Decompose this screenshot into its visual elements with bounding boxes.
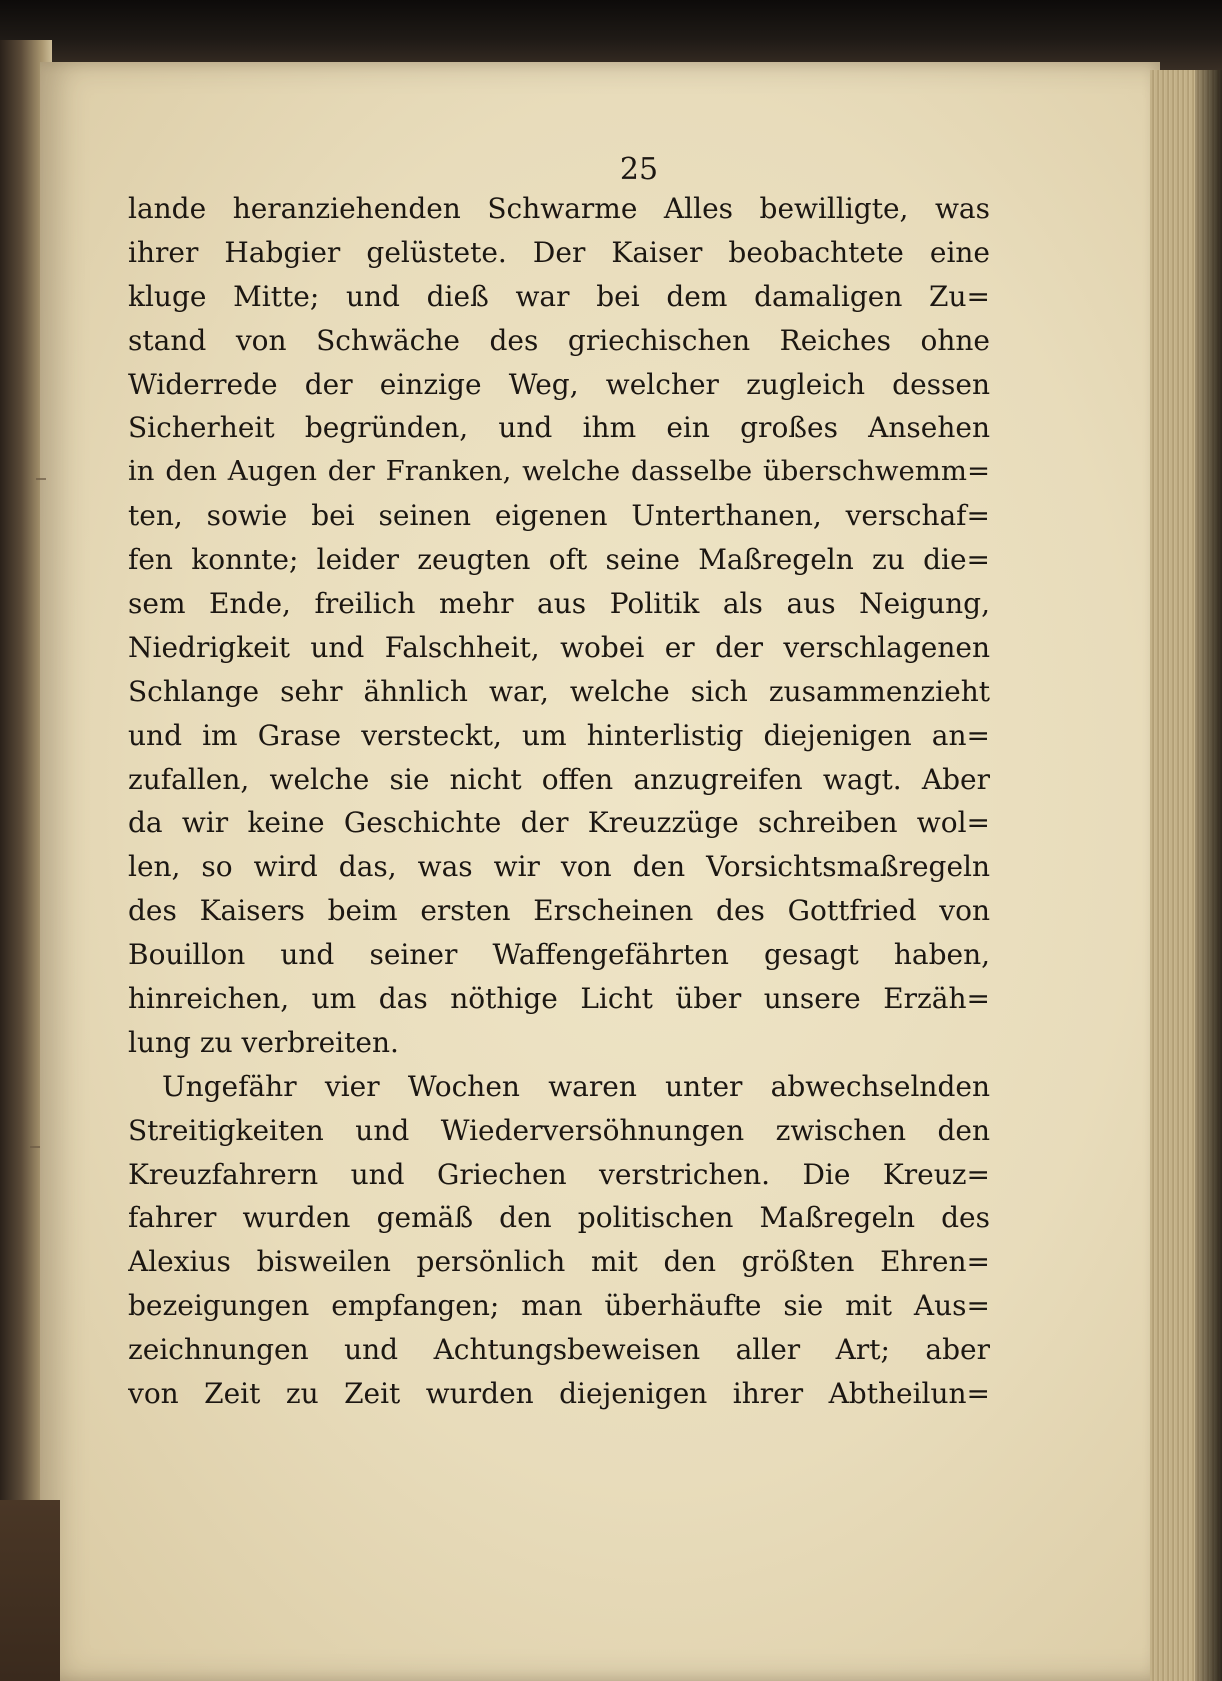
- page-edges-shadow: [1195, 70, 1222, 1681]
- text-line: Niedrigkeit und Falschheit, wobei er der verschlagenen: [128, 630, 990, 664]
- text-line: des Kaisers beim ersten Erscheinen des Gottfried von: [128, 894, 990, 928]
- text-line: zufallen, welche sie nicht offen anzugreifen wagt. Aber: [128, 762, 990, 796]
- text-line: in den Augen der Franken, welche dasselbe überschwemm=: [128, 455, 990, 488]
- text-line: von Zeit zu Zeit wurden diejenigen ihrer Abtheilun=: [128, 1377, 990, 1411]
- text-line: Alexius bisweilen persönlich mit den größten Ehren=: [128, 1245, 990, 1279]
- margin-mark: [36, 478, 46, 480]
- binding-leather: [0, 1500, 60, 1681]
- text-line: ten, sowie bei seinen eigenen Unterthanen, verschaf=: [128, 499, 990, 533]
- text-line: Streitigkeiten und Wiederversöhnungen zwischen den: [128, 1113, 990, 1147]
- text-line: fahrer wurden gemäß den politischen Maßregeln des: [128, 1201, 990, 1235]
- text-line: fen konnte; leider zeugten oft seine Maßregeln zu die=: [128, 543, 990, 577]
- text-line: bezeigungen empfangen; man überhäufte sie mit Aus=: [128, 1289, 990, 1323]
- text-line: Sicherheit begründen, und ihm ein großes Ansehen: [128, 411, 990, 445]
- margin-mark: [30, 1146, 40, 1148]
- text-line: lung zu verbreiten.: [128, 1025, 399, 1059]
- text-line: Ungefähr vier Wochen waren unter abwechselnden: [162, 1069, 990, 1103]
- text-line: kluge Mitte; und dieß war bei dem damaligen Zu=: [128, 279, 990, 313]
- text-line: Widerrede der einzige Weg, welcher zugleich dessen: [128, 367, 990, 401]
- text-line: len, so wird das, was wir von den Vorsichtsmaßregeln: [128, 850, 990, 884]
- text-line: Kreuzfahrern und Griechen verstrichen. Die Kreuz=: [128, 1157, 990, 1191]
- text-line: stand von Schwäche des griechischen Reiches ohne: [128, 323, 990, 357]
- page-number: 25: [619, 152, 659, 187]
- text-line: hinreichen, um das nöthige Licht über unsere Erzäh=: [128, 982, 990, 1016]
- text-line: ihrer Habgier gelüstete. Der Kaiser beobachtete eine: [128, 235, 990, 269]
- text-line: zeichnungen und Achtungsbeweisen aller Art; aber: [128, 1333, 990, 1367]
- body-text: [128, 187, 990, 1416]
- text-line: Schlange sehr ähnlich war, welche sich zusammenzieht: [128, 674, 990, 708]
- text-line: und im Grase versteckt, um hinterlistig diejenigen an=: [128, 718, 990, 752]
- text-line: da wir keine Geschichte der Kreuzzüge schreiben wol=: [128, 806, 990, 840]
- text-line: sem Ende, freilich mehr aus Politik als aus Neigung,: [128, 587, 990, 621]
- text-line: Bouillon und seiner Waffengefährten gesagt haben,: [128, 938, 990, 972]
- text-line: lande heranziehenden Schwarme Alles bewilligte, was: [128, 192, 990, 225]
